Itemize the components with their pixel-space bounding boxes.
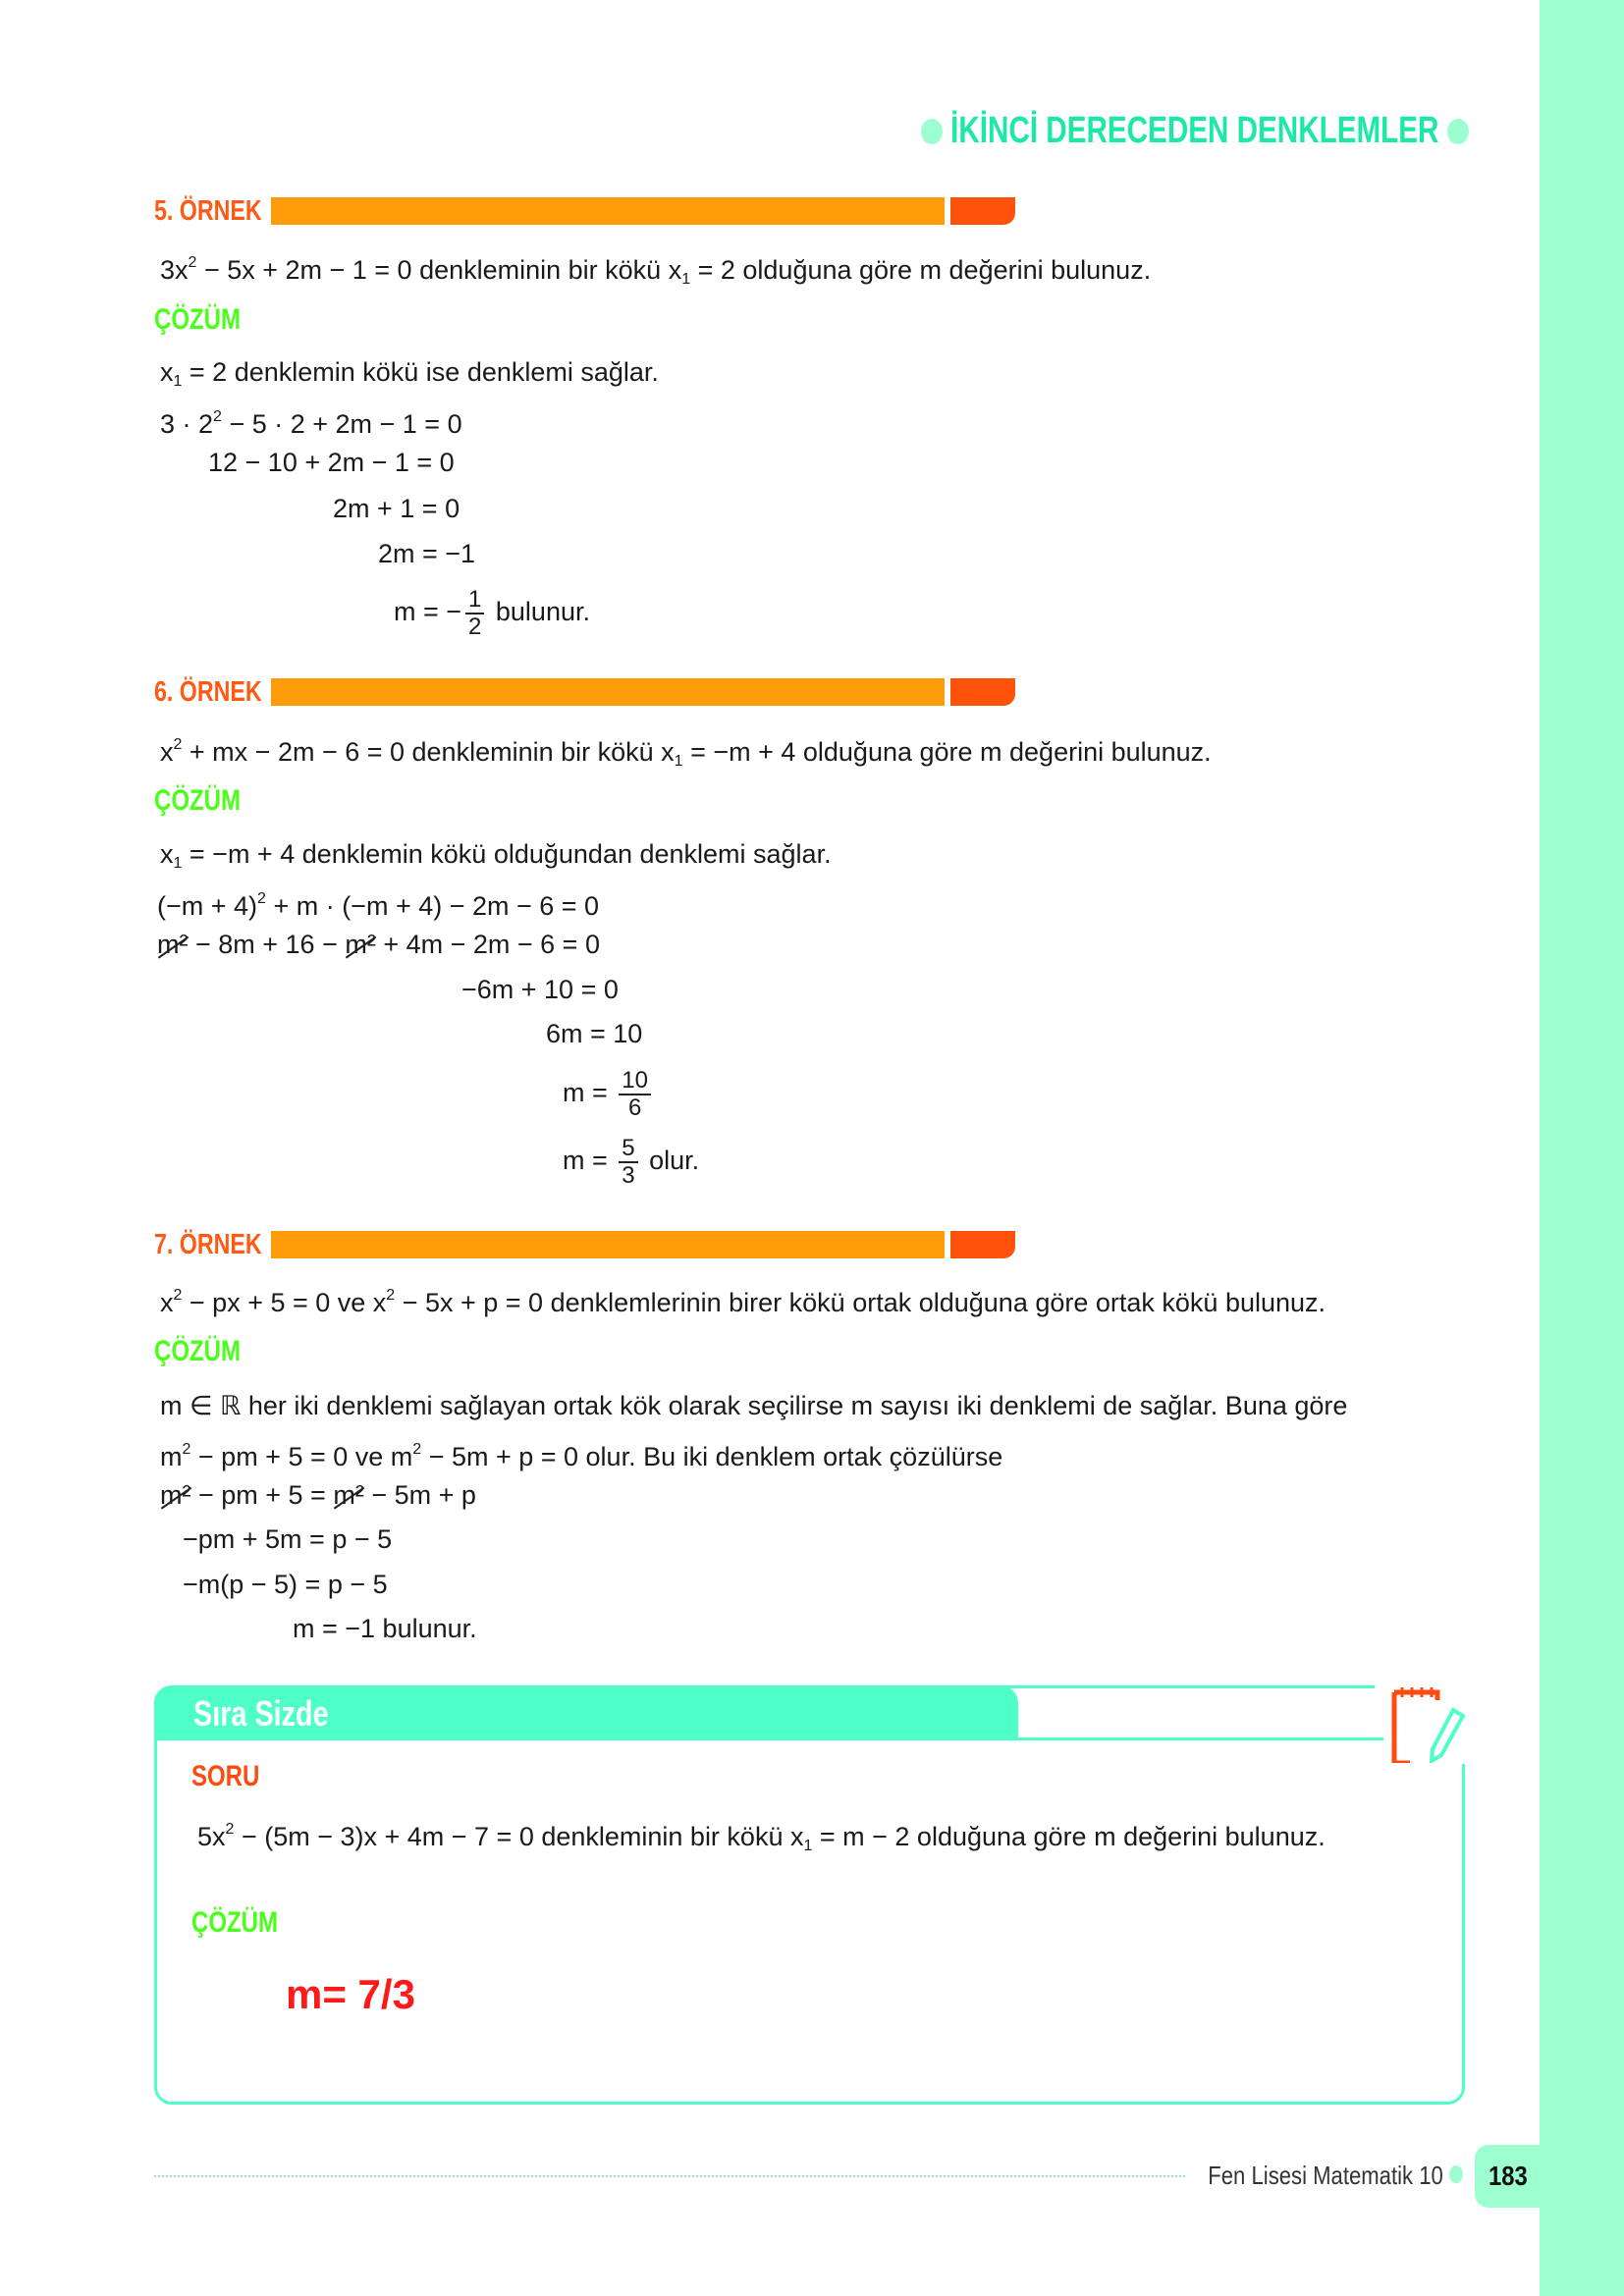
math-text: 2m = −1 xyxy=(378,539,476,568)
header-bar xyxy=(271,197,945,225)
solution-step xyxy=(378,536,475,571)
math-text: + m · (−m + 4) − 2m − 6 = 0 xyxy=(265,891,600,921)
solution-step xyxy=(183,1567,388,1602)
example-question xyxy=(160,727,1212,779)
page-edge-band xyxy=(1540,0,1624,2296)
math-text: − pm + 5 = 0 ve m xyxy=(190,1442,413,1471)
math-text: x xyxy=(160,839,174,869)
cancelled-term: m² xyxy=(345,927,375,962)
practice-question xyxy=(197,1812,1326,1864)
fraction: $\frac{10}{6}$ xyxy=(619,1068,651,1121)
example-label: 7. ÖRNEK xyxy=(154,1228,262,1260)
solution-step xyxy=(160,354,659,400)
solution-step xyxy=(160,400,462,442)
solution-label: ÇÖZÜM xyxy=(154,1335,241,1367)
cancelled-term: m² xyxy=(160,1477,190,1513)
solution-step xyxy=(546,1016,642,1051)
solution-step xyxy=(160,1432,1002,1474)
math-text: = −m + 4 denklemin kökü olduğundan denklemi sağlar. xyxy=(182,839,832,869)
math-text: + 4m − 2m − 6 = 0 xyxy=(375,930,600,959)
cancelled-term: m² xyxy=(157,927,188,962)
math-text: + mx − 2m − 6 = 0 denkleminin bir kökü x xyxy=(182,737,675,767)
math-text: 12 − 10 + 2m − 1 = 0 xyxy=(208,448,455,477)
math-text: 2 xyxy=(213,408,222,425)
math-text: −m(p − 5) = p − 5 xyxy=(183,1570,388,1599)
math-text: x xyxy=(160,357,174,387)
solution-step xyxy=(160,1477,476,1513)
math-text: − 5x + 2m − 1 = 0 denkleminin bir kökü x xyxy=(196,255,682,285)
math-text: m xyxy=(160,1442,183,1471)
math-text: 2 xyxy=(257,890,266,907)
fraction: $\frac{1}{2}$ xyxy=(465,587,484,640)
math-text: 5x xyxy=(197,1822,226,1851)
header-bar xyxy=(271,1231,945,1258)
solution-step xyxy=(563,1068,655,1121)
math-text: x xyxy=(160,737,174,767)
header-bar xyxy=(271,678,945,706)
math-text: m = − xyxy=(394,597,462,627)
solution-step xyxy=(394,587,590,640)
page-number-tab xyxy=(1475,2145,1543,2208)
example-header xyxy=(154,677,270,707)
math-text: − 5x + p = 0 denklemlerinin birer kökü ortak olduğuna göre ortak kökü bulunuz. xyxy=(395,1288,1326,1317)
fraction: $\frac{5}{3}$ xyxy=(619,1136,637,1189)
footer-dotted-line xyxy=(154,2175,1185,2177)
math-text: 6m = 10 xyxy=(546,1019,643,1048)
math-text: (−m + 4) xyxy=(157,891,258,921)
solution-step xyxy=(160,1388,1347,1423)
bullet-dot xyxy=(1447,119,1469,144)
math-text: x xyxy=(160,1288,174,1317)
example-question xyxy=(160,1278,1326,1320)
header-bar-cap xyxy=(950,197,1015,225)
math-text: = 2 denklemin kökü ise denklemi sağlar. xyxy=(182,357,659,387)
math-text: − 5 · 2 + 2m − 1 = 0 xyxy=(221,409,462,439)
solution-step xyxy=(293,1611,477,1646)
math-text: 2 xyxy=(173,1287,183,1304)
math-text: m ∈ ℝ her iki denklemi sağlayan ortak kök olarak seçilirse m sayısı iki denklemi de sağlar. Buna göre xyxy=(160,1391,1348,1420)
math-text: 2 xyxy=(188,254,197,271)
solution-step xyxy=(563,1136,699,1189)
math-text: = m − 2 olduğuna göre m değerini bulunuz. xyxy=(812,1822,1326,1851)
math-text: = −m + 4 olduğuna göre m değerini bulunuz. xyxy=(682,737,1212,767)
book-title: Fen Lisesi Matematik 10 xyxy=(1208,2161,1443,2190)
math-text: − pm + 5 = xyxy=(190,1480,334,1510)
math-text: m = xyxy=(563,1078,616,1108)
math-text: − 5m + p xyxy=(363,1480,476,1510)
example-label: 6. ÖRNEK xyxy=(154,675,262,708)
header-bar-cap xyxy=(950,1231,1015,1258)
math-text: m = xyxy=(563,1146,616,1176)
math-text: − (5m − 3)x + 4m − 7 = 0 denkleminin bir kökü x xyxy=(234,1822,804,1851)
bullet-dot xyxy=(921,119,943,144)
math-text: m = −1 bulunur. xyxy=(293,1614,477,1643)
practice-box xyxy=(154,1685,1465,2105)
divider xyxy=(1018,1737,1383,1740)
math-text: 2m + 1 = 0 xyxy=(333,494,460,523)
solution-label: ÇÖZÜM xyxy=(191,1906,278,1939)
math-text: −pm + 5m = p − 5 xyxy=(183,1524,393,1554)
solution-step xyxy=(208,445,455,480)
solution-step xyxy=(183,1522,392,1557)
solution-step xyxy=(160,836,832,881)
math-text: bulunur. xyxy=(488,597,590,627)
chapter-title-text: İKİNCİ DERECEDEN DENKLEMLER xyxy=(950,110,1439,151)
math-text: 1 xyxy=(681,271,691,288)
solution-step xyxy=(461,972,619,1007)
solution-step xyxy=(157,881,599,924)
solution-step xyxy=(333,491,460,526)
math-text: −6m + 10 = 0 xyxy=(461,975,619,1004)
math-text: 3x xyxy=(160,255,189,285)
math-text: 2 xyxy=(225,1821,235,1838)
math-text: 2 xyxy=(412,1441,422,1458)
math-text: 2 xyxy=(173,736,183,753)
solution-label: ÇÖZÜM xyxy=(154,303,241,336)
question-label: SORU xyxy=(191,1760,260,1792)
math-text: − 5m + p = 0 olur. Bu iki denklem ortak çözülürse xyxy=(421,1442,1003,1471)
header-bar-cap xyxy=(950,678,1015,706)
example-header xyxy=(154,1230,270,1259)
math-text: 3 · 2 xyxy=(160,409,214,439)
example-header xyxy=(154,196,270,226)
math-text: olur. xyxy=(641,1146,700,1176)
example-question xyxy=(160,245,1151,297)
math-text: 1 xyxy=(173,373,183,390)
handwritten-answer[interactable]: m= 7/3 xyxy=(286,1971,415,2017)
math-text: = 2 olduğuna göre m değerini bulunuz. xyxy=(690,255,1152,285)
math-text: 1 xyxy=(173,855,183,872)
math-text: − 8m + 16 − xyxy=(188,930,346,959)
math-text: 1 xyxy=(803,1838,813,1854)
chapter-title xyxy=(921,110,1469,152)
solution-step xyxy=(157,927,600,962)
math-text: 2 xyxy=(386,1287,396,1304)
example-label: 5. ÖRNEK xyxy=(154,194,262,227)
solution-label: ÇÖZÜM xyxy=(154,784,241,817)
practice-title: Sıra Sizde xyxy=(193,1693,329,1734)
math-text: − px + 5 = 0 ve x xyxy=(182,1288,387,1317)
bullet-dot xyxy=(1449,2165,1463,2183)
math-text: 1 xyxy=(674,753,683,770)
notepad-pencil-icon xyxy=(1388,1684,1467,1768)
cancelled-term: m² xyxy=(333,1477,363,1513)
math-text: 2 xyxy=(182,1441,191,1458)
page-number: 183 xyxy=(1489,2161,1528,2191)
